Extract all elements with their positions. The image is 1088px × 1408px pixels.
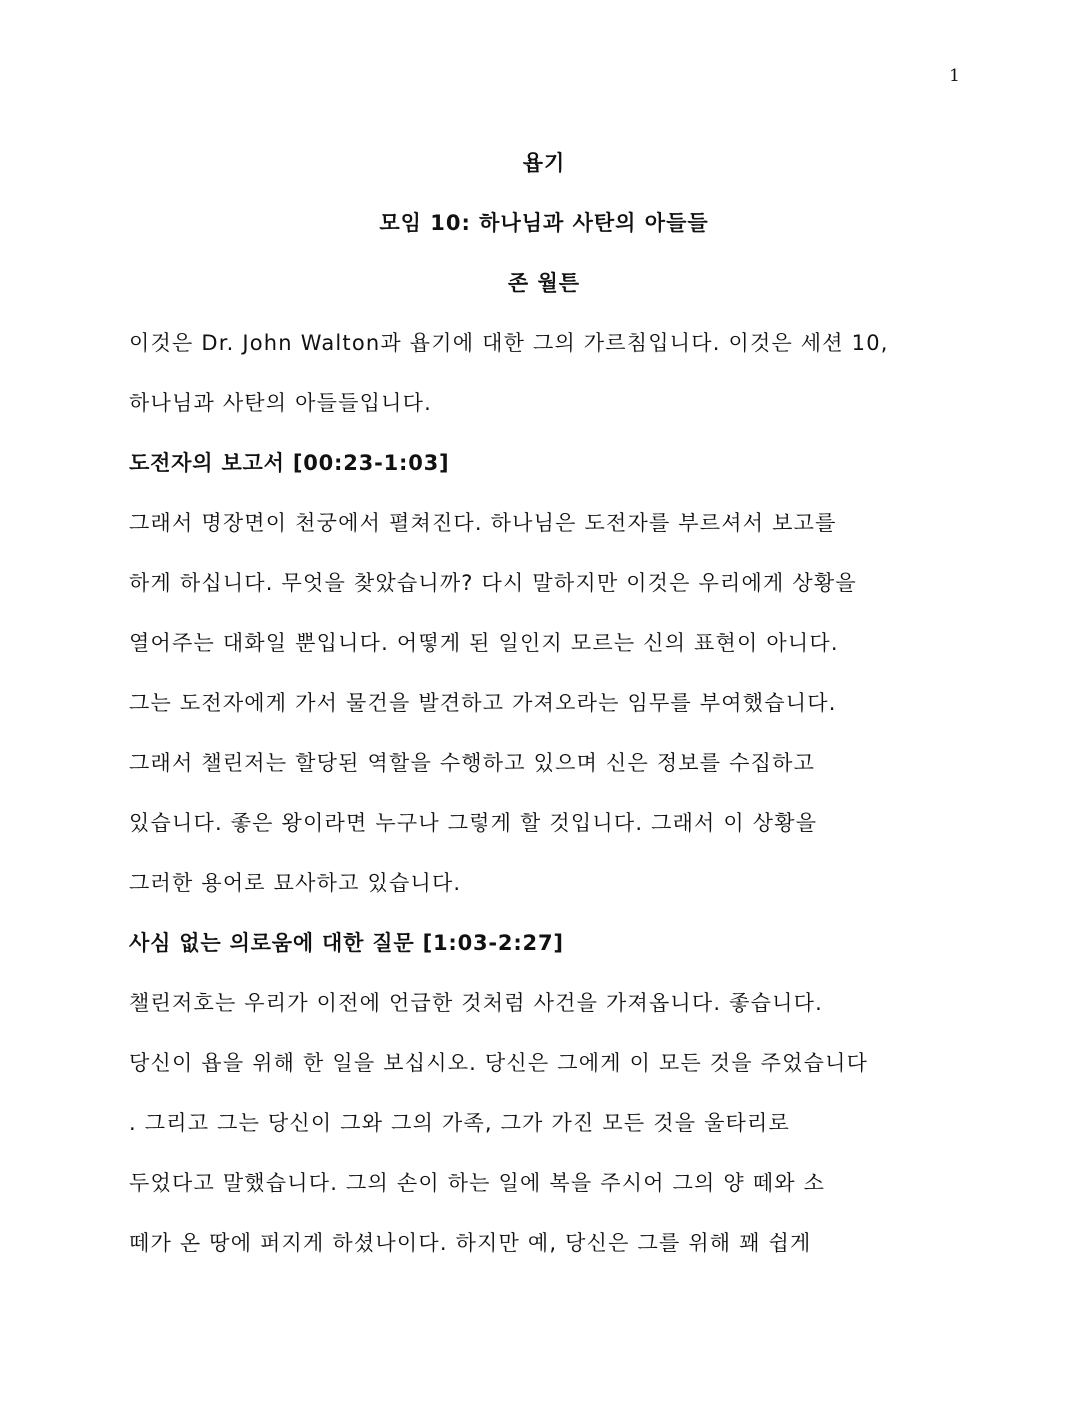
- section2-line-5: 떼가 온 땅에 퍼지게 하셨나이다. 하지만 예, 당신은 그를 위해 꽤 쉽게: [129, 1231, 812, 1255]
- section2-line-1: 챌린저호는 우리가 이전에 언급한 것처럼 사건을 가져옵니다. 좋습니다.: [129, 991, 823, 1015]
- title-block: [0, 140, 1088, 320]
- author-name: 존 월튼: [507, 271, 581, 295]
- session-title: 모임 10: 하나님과 사탄의 아들들: [379, 211, 709, 235]
- section1-line-6: 있습니다. 좋은 왕이라면 누구나 그렇게 할 것입니다. 그래서 이 상황을: [129, 811, 818, 835]
- book-title: 욥기: [522, 151, 566, 175]
- section2-line-2: 당신이 욥을 위해 한 일을 보십시오. 당신은 그에게 이 모든 것을 주었습니다: [129, 1051, 869, 1075]
- section1-line-4: 그는 도전자에게 가서 물건을 발견하고 가져오라는 임무를 부여했습니다.: [129, 691, 837, 715]
- section1-line-5: 그래서 챌린저는 할당된 역할을 수행하고 있으며 신은 정보를 수집하고: [129, 751, 816, 775]
- section1-line-1: 그래서 명장면이 천궁에서 펼쳐진다. 하나님은 도전자를 부르셔서 보고를: [129, 511, 837, 535]
- section-heading-2: 사심 없는 의로움에 대한 질문 [1:03-2:27]: [129, 931, 564, 955]
- section2-line-4: 두었다고 말했습니다. 그의 손이 하는 일에 복을 주시어 그의 양 떼와 소: [129, 1171, 826, 1195]
- section2-line-3: . 그리고 그는 당신이 그와 그의 가족, 그가 가진 모든 것을 울타리로: [129, 1111, 791, 1135]
- section1-line-2: 하게 하십니다. 무엇을 찾았습니까? 다시 말하지만 이것은 우리에게 상황을: [129, 571, 857, 595]
- intro-line-2: 하나님과 사탄의 아들들입니다.: [129, 391, 432, 415]
- section-heading-1: 도전자의 보고서 [00:23-1:03]: [129, 451, 450, 475]
- intro-line-1: 이것은 Dr. John Walton과 욥기에 대한 그의 가르침입니다. 이것은 세션 10,: [129, 331, 889, 355]
- section1-line-3: 열어주는 대화일 뿐입니다. 어떻게 된 일인지 모르는 신의 표현이 아니다.: [129, 631, 839, 655]
- document-body: [129, 320, 969, 1280]
- section1-line-7: 그러한 용어로 묘사하고 있습니다.: [129, 871, 462, 895]
- page-number: 1: [949, 66, 960, 86]
